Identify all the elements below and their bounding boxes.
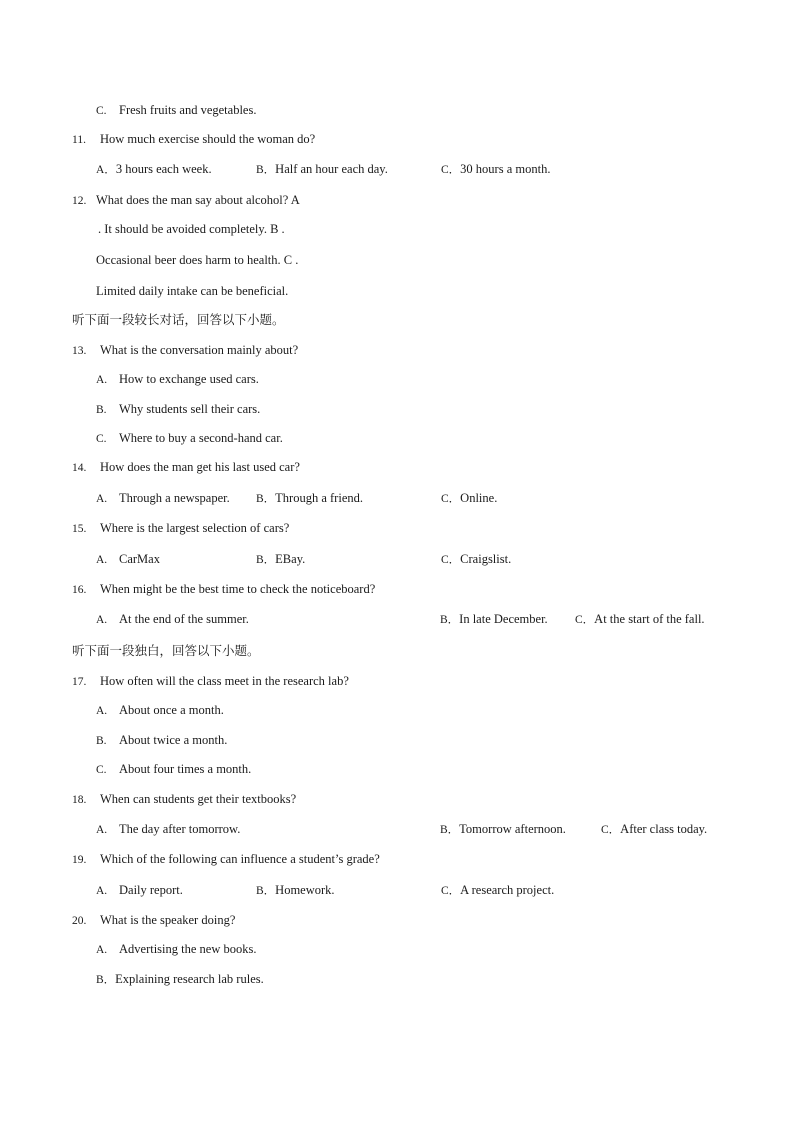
question-text: How often will the class meet in the research lab? bbox=[100, 674, 349, 688]
option-text: At the start of the fall. bbox=[594, 612, 705, 626]
question-text: When might be the best time to check the noticeboard? bbox=[100, 582, 376, 596]
q14-option-c bbox=[441, 490, 497, 507]
question-number: 12. bbox=[72, 195, 87, 207]
option-text: After class today. bbox=[620, 822, 708, 836]
q12-options-line-3: Limited daily intake can be beneficial. bbox=[96, 284, 289, 298]
option-text: A research project. bbox=[460, 883, 555, 897]
option-letter: B． bbox=[256, 885, 276, 897]
q15-option-b bbox=[256, 551, 305, 568]
option-letter: B． bbox=[96, 974, 116, 986]
q16-option-c bbox=[575, 611, 705, 628]
question-number: 11. bbox=[72, 134, 86, 146]
option-letter: B. bbox=[96, 735, 107, 747]
option-text: Through a newspaper. bbox=[119, 491, 230, 505]
section-instruction: 听下面一段独白，回答以下小题。 bbox=[72, 643, 260, 658]
question-13 bbox=[72, 342, 298, 359]
option-text: About four times a month. bbox=[119, 762, 252, 776]
option-letter: C． bbox=[575, 614, 595, 626]
option-text: How to exchange used cars. bbox=[119, 372, 259, 386]
q13-option-b bbox=[96, 401, 260, 418]
option-letter: B． bbox=[440, 614, 460, 626]
option-letter: B． bbox=[440, 824, 460, 836]
q20-option-b bbox=[96, 971, 264, 988]
q19-option-b bbox=[256, 882, 335, 899]
q15-option-c bbox=[441, 551, 511, 568]
q10-option-c bbox=[96, 102, 256, 119]
question-number: 18. bbox=[72, 794, 87, 806]
section-instruction: 听下面一段较长对话，回答以下小题。 bbox=[72, 312, 285, 327]
option-letter: C. bbox=[96, 433, 107, 445]
question-11 bbox=[72, 131, 315, 148]
option-letter: C． bbox=[441, 554, 461, 566]
q17-option-a bbox=[96, 702, 224, 719]
option-letter: C． bbox=[441, 885, 461, 897]
question-number: 16. bbox=[72, 584, 87, 596]
question-14 bbox=[72, 459, 300, 476]
option-letter: C． bbox=[601, 824, 621, 836]
q16-option-a bbox=[96, 611, 249, 628]
question-number: 15. bbox=[72, 523, 87, 535]
question-number: 13. bbox=[72, 345, 87, 357]
q15-option-a bbox=[96, 551, 160, 568]
option-text: Fresh fruits and vegetables. bbox=[119, 103, 257, 117]
option-text: Explaining research lab rules. bbox=[115, 972, 264, 986]
option-text: Where to buy a second-hand car. bbox=[119, 431, 283, 445]
option-text: The day after tomorrow. bbox=[119, 822, 241, 836]
option-letter: C． bbox=[441, 164, 461, 176]
q16-option-b bbox=[440, 611, 548, 628]
option-text: About twice a month. bbox=[119, 733, 228, 747]
question-number: 17. bbox=[72, 676, 87, 688]
question-text: What does the man say about alcohol? A bbox=[96, 193, 300, 207]
option-text: Daily report. bbox=[119, 883, 183, 897]
option-letter: B． bbox=[256, 493, 276, 505]
option-letter: C. bbox=[96, 764, 107, 776]
option-text: Advertising the new books. bbox=[119, 942, 257, 956]
q12-options-line-1: . It should be avoided completely. B . bbox=[98, 222, 285, 236]
option-letter: A. bbox=[96, 824, 108, 836]
q12-options-line-2: Occasional beer does harm to health. C . bbox=[96, 253, 299, 267]
q18-option-c bbox=[601, 821, 707, 838]
option-letter: A. bbox=[96, 705, 108, 717]
q14-option-b bbox=[256, 490, 363, 507]
q11-option-a bbox=[96, 161, 212, 178]
q19-option-c bbox=[441, 882, 554, 899]
q11-option-b bbox=[256, 161, 388, 178]
option-letter: A. bbox=[96, 885, 108, 897]
option-letter: B． bbox=[256, 164, 276, 176]
option-text: Half an hour each day. bbox=[275, 162, 388, 176]
option-text: 3 hours each week. bbox=[115, 162, 212, 176]
question-number: 14. bbox=[72, 462, 87, 474]
option-letter: C. bbox=[96, 105, 107, 117]
option-text: EBay. bbox=[275, 552, 306, 566]
question-text: How much exercise should the woman do? bbox=[100, 132, 316, 146]
option-text: About once a month. bbox=[119, 703, 224, 717]
q19-option-a bbox=[96, 882, 183, 899]
option-text: Homework. bbox=[275, 883, 335, 897]
option-letter: C． bbox=[441, 493, 461, 505]
option-letter: A. bbox=[96, 614, 108, 626]
q17-option-b bbox=[96, 732, 227, 749]
option-letter: B． bbox=[256, 554, 276, 566]
option-letter: A. bbox=[96, 374, 108, 386]
option-text: At the end of the summer. bbox=[119, 612, 249, 626]
question-text: When can students get their textbooks? bbox=[100, 792, 297, 806]
option-letter: A． bbox=[96, 164, 116, 176]
question-number: 19. bbox=[72, 854, 87, 866]
q13-option-a bbox=[96, 371, 259, 388]
question-12 bbox=[72, 192, 300, 209]
question-17 bbox=[72, 673, 349, 690]
question-number: 20. bbox=[72, 915, 87, 927]
option-text: CarMax bbox=[119, 552, 160, 566]
q18-option-a bbox=[96, 821, 240, 838]
question-text: Which of the following can influence a student’s grade? bbox=[100, 852, 380, 866]
question-text: How does the man get his last used car? bbox=[100, 460, 300, 474]
q13-option-c bbox=[96, 430, 283, 447]
q20-option-a bbox=[96, 941, 256, 958]
q11-option-c bbox=[441, 161, 550, 178]
option-text: Through a friend. bbox=[275, 491, 363, 505]
question-20 bbox=[72, 912, 235, 929]
question-16 bbox=[72, 581, 375, 598]
option-text: Online. bbox=[460, 491, 498, 505]
option-text: Craigslist. bbox=[460, 552, 512, 566]
question-15 bbox=[72, 520, 289, 537]
question-text: What is the conversation mainly about? bbox=[100, 343, 299, 357]
option-letter: A. bbox=[96, 944, 108, 956]
question-text: Where is the largest selection of cars? bbox=[100, 521, 290, 535]
q14-option-a bbox=[96, 490, 230, 507]
question-18 bbox=[72, 791, 296, 808]
q18-option-b bbox=[440, 821, 566, 838]
question-19 bbox=[72, 851, 380, 868]
option-letter: A. bbox=[96, 493, 108, 505]
option-text: Why students sell their cars. bbox=[119, 402, 261, 416]
option-text: Tomorrow afternoon. bbox=[459, 822, 566, 836]
option-text: 30 hours a month. bbox=[460, 162, 551, 176]
option-letter: A. bbox=[96, 554, 108, 566]
q17-option-c bbox=[96, 761, 251, 778]
option-letter: B. bbox=[96, 404, 107, 416]
question-text: What is the speaker doing? bbox=[100, 913, 236, 927]
option-text: In late December. bbox=[459, 612, 548, 626]
